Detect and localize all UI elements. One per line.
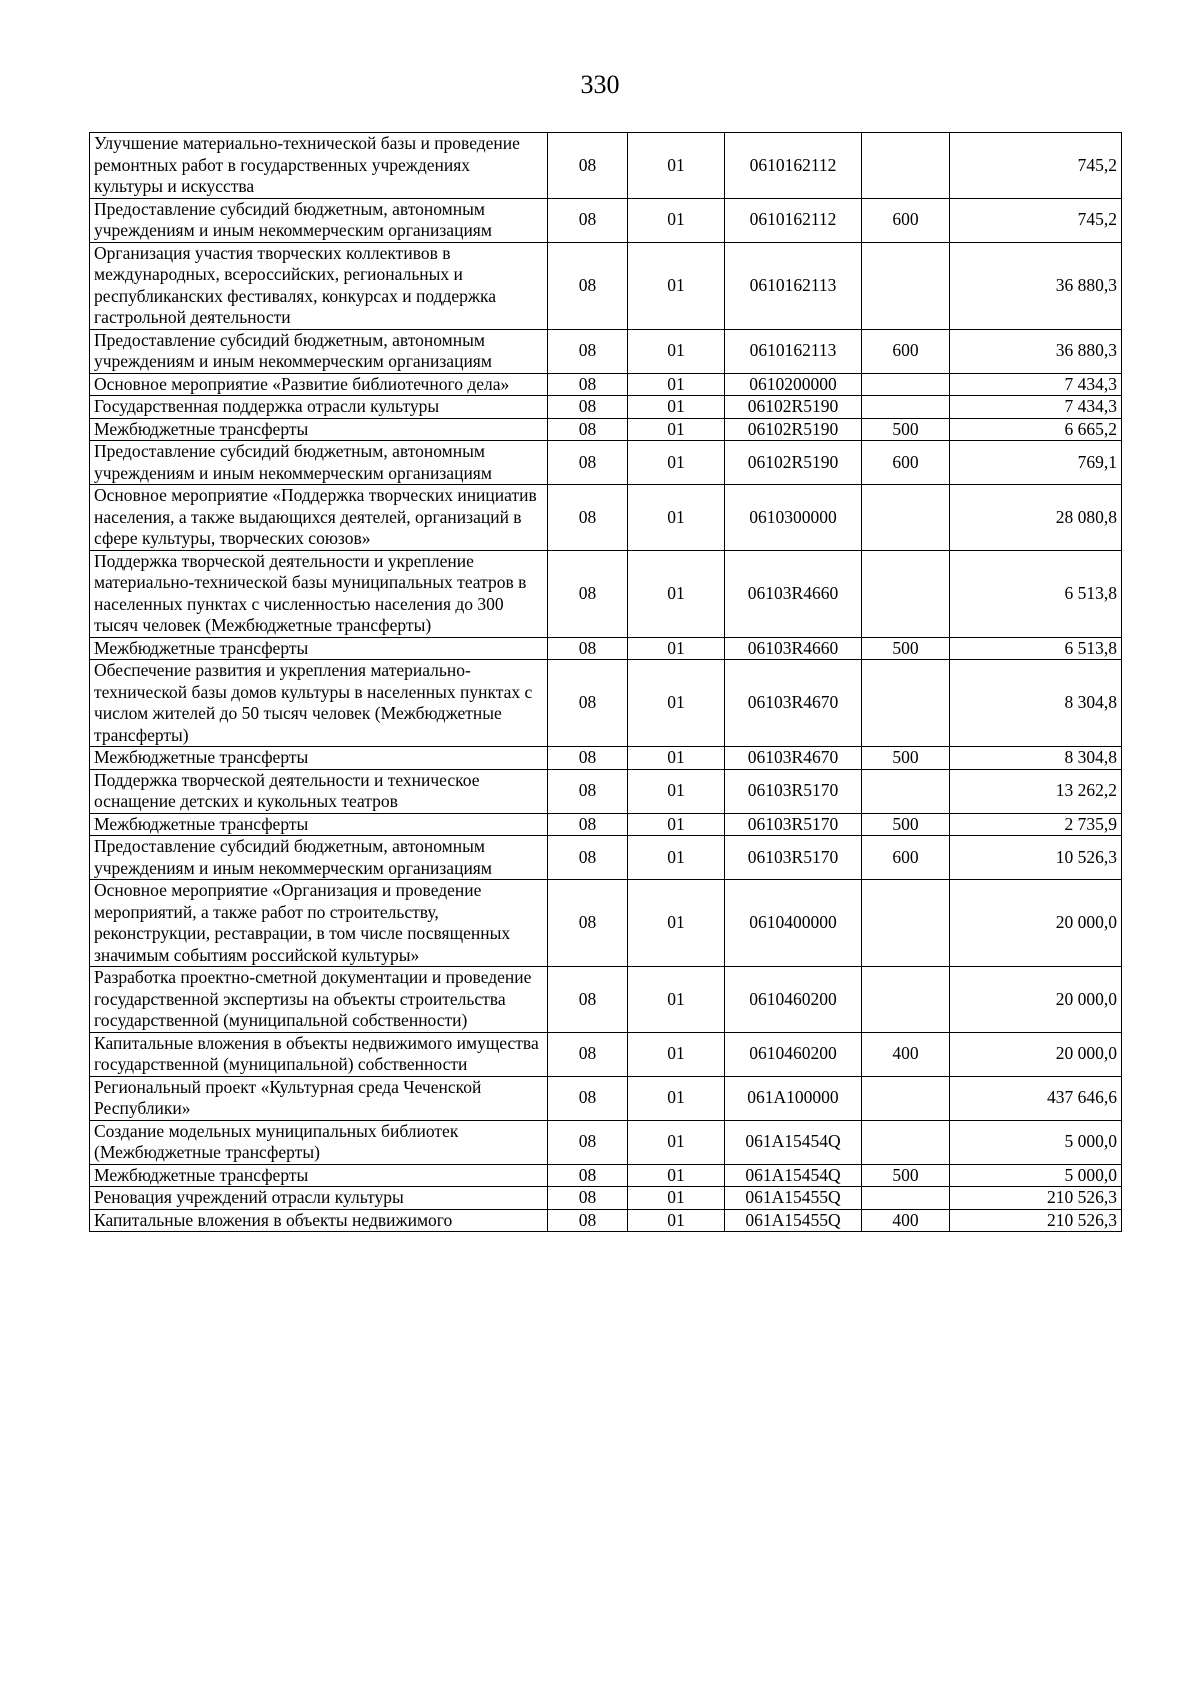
row-name: Реновация учреждений отрасли культуры xyxy=(90,1187,548,1210)
row-target-code: 0610400000 xyxy=(725,880,862,967)
row-subsection-code: 01 xyxy=(628,660,725,747)
row-subsection-code: 01 xyxy=(628,769,725,813)
row-subsection-code: 01 xyxy=(628,813,725,836)
row-section-code: 08 xyxy=(548,836,628,880)
row-expense-type-code: 500 xyxy=(862,418,950,441)
row-section-code: 08 xyxy=(548,550,628,637)
row-target-code: 0610460200 xyxy=(725,967,862,1033)
row-target-code: 06103R5170 xyxy=(725,836,862,880)
row-section-code: 08 xyxy=(548,133,628,199)
table-row xyxy=(90,1032,1122,1076)
row-target-code: 0610200000 xyxy=(725,373,862,396)
row-section-code: 08 xyxy=(548,967,628,1033)
row-name: Основное мероприятие «Поддержка творческих инициатив населения, а также выдающихся деятелей, организаций в сфере культуры, творческих союзов» xyxy=(90,485,548,551)
row-subsection-code: 01 xyxy=(628,198,725,242)
row-name: Предоставление субсидий бюджетным, автономным учреждениям и иным некоммерческим организациям xyxy=(90,441,548,485)
row-expense-type-code: 600 xyxy=(862,836,950,880)
row-target-code: 061A100000 xyxy=(725,1076,862,1120)
row-amount: 36 880,3 xyxy=(950,242,1122,329)
row-amount: 210 526,3 xyxy=(950,1209,1122,1232)
row-target-code: 061A15455Q xyxy=(725,1209,862,1232)
row-amount: 20 000,0 xyxy=(950,880,1122,967)
table-row xyxy=(90,1120,1122,1164)
row-expense-type-code: 600 xyxy=(862,198,950,242)
table-row xyxy=(90,329,1122,373)
table-row xyxy=(90,198,1122,242)
row-name: Основное мероприятие «Развитие библиотечного дела» xyxy=(90,373,548,396)
row-name: Межбюджетные трансферты xyxy=(90,813,548,836)
row-subsection-code: 01 xyxy=(628,329,725,373)
budget-table xyxy=(89,132,1122,1232)
row-name: Капитальные вложения в объекты недвижимого xyxy=(90,1209,548,1232)
row-expense-type-code: 500 xyxy=(862,747,950,770)
row-subsection-code: 01 xyxy=(628,1164,725,1187)
table-row xyxy=(90,133,1122,199)
row-amount: 8 304,8 xyxy=(950,660,1122,747)
row-amount: 7 434,3 xyxy=(950,396,1122,419)
row-section-code: 08 xyxy=(548,242,628,329)
row-amount: 28 080,8 xyxy=(950,485,1122,551)
table-row xyxy=(90,418,1122,441)
row-expense-type-code: 600 xyxy=(862,329,950,373)
row-subsection-code: 01 xyxy=(628,485,725,551)
table-row xyxy=(90,660,1122,747)
table-row xyxy=(90,836,1122,880)
row-target-code: 0610162113 xyxy=(725,242,862,329)
row-expense-type-code xyxy=(862,1076,950,1120)
row-target-code: 06103R5170 xyxy=(725,769,862,813)
row-amount: 6 513,8 xyxy=(950,550,1122,637)
row-name: Поддержка творческой деятельности и техническое оснащение детских и кукольных театров xyxy=(90,769,548,813)
row-target-code: 06102R5190 xyxy=(725,418,862,441)
row-name: Межбюджетные трансферты xyxy=(90,747,548,770)
row-target-code: 06102R5190 xyxy=(725,441,862,485)
row-subsection-code: 01 xyxy=(628,373,725,396)
row-name: Разработка проектно-сметной документации и проведение государственной экспертизы на объекты строительства государственной (муниципальной собственности) xyxy=(90,967,548,1033)
row-subsection-code: 01 xyxy=(628,1032,725,1076)
row-subsection-code: 01 xyxy=(628,1209,725,1232)
row-section-code: 08 xyxy=(548,485,628,551)
row-name: Организация участия творческих коллективов в международных, всероссийских, региональных и республиканских фестивалях, конкурсах и поддержка гастрольной деятельности xyxy=(90,242,548,329)
row-subsection-code: 01 xyxy=(628,1076,725,1120)
row-subsection-code: 01 xyxy=(628,242,725,329)
row-amount: 20 000,0 xyxy=(950,967,1122,1033)
row-expense-type-code: 400 xyxy=(862,1032,950,1076)
row-subsection-code: 01 xyxy=(628,133,725,199)
row-section-code: 08 xyxy=(548,1187,628,1210)
row-expense-type-code xyxy=(862,967,950,1033)
row-amount: 7 434,3 xyxy=(950,373,1122,396)
row-amount: 10 526,3 xyxy=(950,836,1122,880)
row-amount: 20 000,0 xyxy=(950,1032,1122,1076)
row-amount: 6 665,2 xyxy=(950,418,1122,441)
page-number: 330 xyxy=(580,70,620,99)
table-row xyxy=(90,813,1122,836)
row-target-code: 0610162112 xyxy=(725,133,862,199)
row-expense-type-code: 500 xyxy=(862,1164,950,1187)
row-subsection-code: 01 xyxy=(628,967,725,1033)
row-expense-type-code: 400 xyxy=(862,1209,950,1232)
row-amount: 8 304,8 xyxy=(950,747,1122,770)
row-section-code: 08 xyxy=(548,1032,628,1076)
row-name: Государственная поддержка отрасли культуры xyxy=(90,396,548,419)
row-amount: 210 526,3 xyxy=(950,1187,1122,1210)
row-expense-type-code: 500 xyxy=(862,813,950,836)
row-section-code: 08 xyxy=(548,769,628,813)
row-section-code: 08 xyxy=(548,1076,628,1120)
row-amount: 5 000,0 xyxy=(950,1120,1122,1164)
row-expense-type-code xyxy=(862,242,950,329)
row-section-code: 08 xyxy=(548,329,628,373)
row-amount: 2 735,9 xyxy=(950,813,1122,836)
row-section-code: 08 xyxy=(548,396,628,419)
row-target-code: 0610162113 xyxy=(725,329,862,373)
row-name: Региональный проект «Культурная среда Чеченской Республики» xyxy=(90,1076,548,1120)
row-name: Обеспечение развития и укрепления материально-технической базы домов культуры в населенных пунктах с числом жителей до 50 тысяч человек (Межбюджетные трансферты) xyxy=(90,660,548,747)
row-section-code: 08 xyxy=(548,637,628,660)
row-subsection-code: 01 xyxy=(628,441,725,485)
row-target-code: 06102R5190 xyxy=(725,396,862,419)
table-row xyxy=(90,880,1122,967)
row-name: Создание модельных муниципальных библиотек (Межбюджетные трансферты) xyxy=(90,1120,548,1164)
row-name: Межбюджетные трансферты xyxy=(90,1164,548,1187)
row-section-code: 08 xyxy=(548,441,628,485)
row-subsection-code: 01 xyxy=(628,836,725,880)
row-amount: 745,2 xyxy=(950,133,1122,199)
row-expense-type-code xyxy=(862,880,950,967)
row-subsection-code: 01 xyxy=(628,637,725,660)
table-row xyxy=(90,1164,1122,1187)
table-row xyxy=(90,967,1122,1033)
table-row xyxy=(90,550,1122,637)
row-section-code: 08 xyxy=(548,813,628,836)
budget-table-body xyxy=(90,133,1122,1232)
row-target-code: 061A15454Q xyxy=(725,1164,862,1187)
row-target-code: 06103R4670 xyxy=(725,660,862,747)
table-row xyxy=(90,1076,1122,1120)
row-subsection-code: 01 xyxy=(628,1120,725,1164)
table-row xyxy=(90,769,1122,813)
row-expense-type-code: 600 xyxy=(862,441,950,485)
row-section-code: 08 xyxy=(548,880,628,967)
row-target-code: 0610300000 xyxy=(725,485,862,551)
row-section-code: 08 xyxy=(548,1209,628,1232)
row-subsection-code: 01 xyxy=(628,747,725,770)
table-row xyxy=(90,373,1122,396)
row-expense-type-code xyxy=(862,769,950,813)
row-target-code: 06103R4660 xyxy=(725,637,862,660)
row-name: Межбюджетные трансферты xyxy=(90,637,548,660)
row-subsection-code: 01 xyxy=(628,1187,725,1210)
row-expense-type-code xyxy=(862,1187,950,1210)
row-expense-type-code: 500 xyxy=(862,637,950,660)
row-amount: 769,1 xyxy=(950,441,1122,485)
row-amount: 6 513,8 xyxy=(950,637,1122,660)
row-subsection-code: 01 xyxy=(628,396,725,419)
row-subsection-code: 01 xyxy=(628,418,725,441)
row-subsection-code: 01 xyxy=(628,550,725,637)
table-row xyxy=(90,396,1122,419)
row-target-code: 061A15454Q xyxy=(725,1120,862,1164)
row-amount: 13 262,2 xyxy=(950,769,1122,813)
table-row xyxy=(90,1209,1122,1232)
table-row xyxy=(90,747,1122,770)
row-name: Предоставление субсидий бюджетным, автономным учреждениям и иным некоммерческим организациям xyxy=(90,329,548,373)
row-name: Основное мероприятие «Организация и проведение мероприятий, а также работ по строительству, реконструкции, реставрации, в том числе посвященных значимым событиям российской культуры» xyxy=(90,880,548,967)
row-target-code: 06103R4670 xyxy=(725,747,862,770)
row-section-code: 08 xyxy=(548,747,628,770)
row-target-code: 06103R4660 xyxy=(725,550,862,637)
row-section-code: 08 xyxy=(548,1120,628,1164)
row-section-code: 08 xyxy=(548,1164,628,1187)
row-name: Предоставление субсидий бюджетным, автономным учреждениям и иным некоммерческим организациям xyxy=(90,836,548,880)
row-section-code: 08 xyxy=(548,418,628,441)
row-name: Поддержка творческой деятельности и укрепление материально-технической базы муниципальных театров в населенных пунктах с численностью населения до 300 тысяч человек (Межбюджетные трансферты) xyxy=(90,550,548,637)
row-amount: 5 000,0 xyxy=(950,1164,1122,1187)
row-expense-type-code xyxy=(862,373,950,396)
row-target-code: 0610460200 xyxy=(725,1032,862,1076)
row-name: Улучшение материально-технической базы и проведение ремонтных работ в государственных учреждениях культуры и искусства xyxy=(90,133,548,199)
row-expense-type-code xyxy=(862,485,950,551)
row-expense-type-code xyxy=(862,1120,950,1164)
row-target-code: 061A15455Q xyxy=(725,1187,862,1210)
row-section-code: 08 xyxy=(548,198,628,242)
row-expense-type-code xyxy=(862,396,950,419)
table-row xyxy=(90,1187,1122,1210)
row-target-code: 0610162112 xyxy=(725,198,862,242)
row-name: Предоставление субсидий бюджетным, автономным учреждениям и иным некоммерческим организациям xyxy=(90,198,548,242)
row-expense-type-code xyxy=(862,660,950,747)
row-section-code: 08 xyxy=(548,373,628,396)
table-row xyxy=(90,637,1122,660)
table-row xyxy=(90,242,1122,329)
row-name: Капитальные вложения в объекты недвижимого имущества государственной (муниципальной) собственности xyxy=(90,1032,548,1076)
row-expense-type-code xyxy=(862,133,950,199)
row-amount: 36 880,3 xyxy=(950,329,1122,373)
table-row xyxy=(90,441,1122,485)
row-amount: 745,2 xyxy=(950,198,1122,242)
row-target-code: 06103R5170 xyxy=(725,813,862,836)
row-section-code: 08 xyxy=(548,660,628,747)
row-subsection-code: 01 xyxy=(628,880,725,967)
row-expense-type-code xyxy=(862,550,950,637)
row-amount: 437 646,6 xyxy=(950,1076,1122,1120)
table-row xyxy=(90,485,1122,551)
row-name: Межбюджетные трансферты xyxy=(90,418,548,441)
